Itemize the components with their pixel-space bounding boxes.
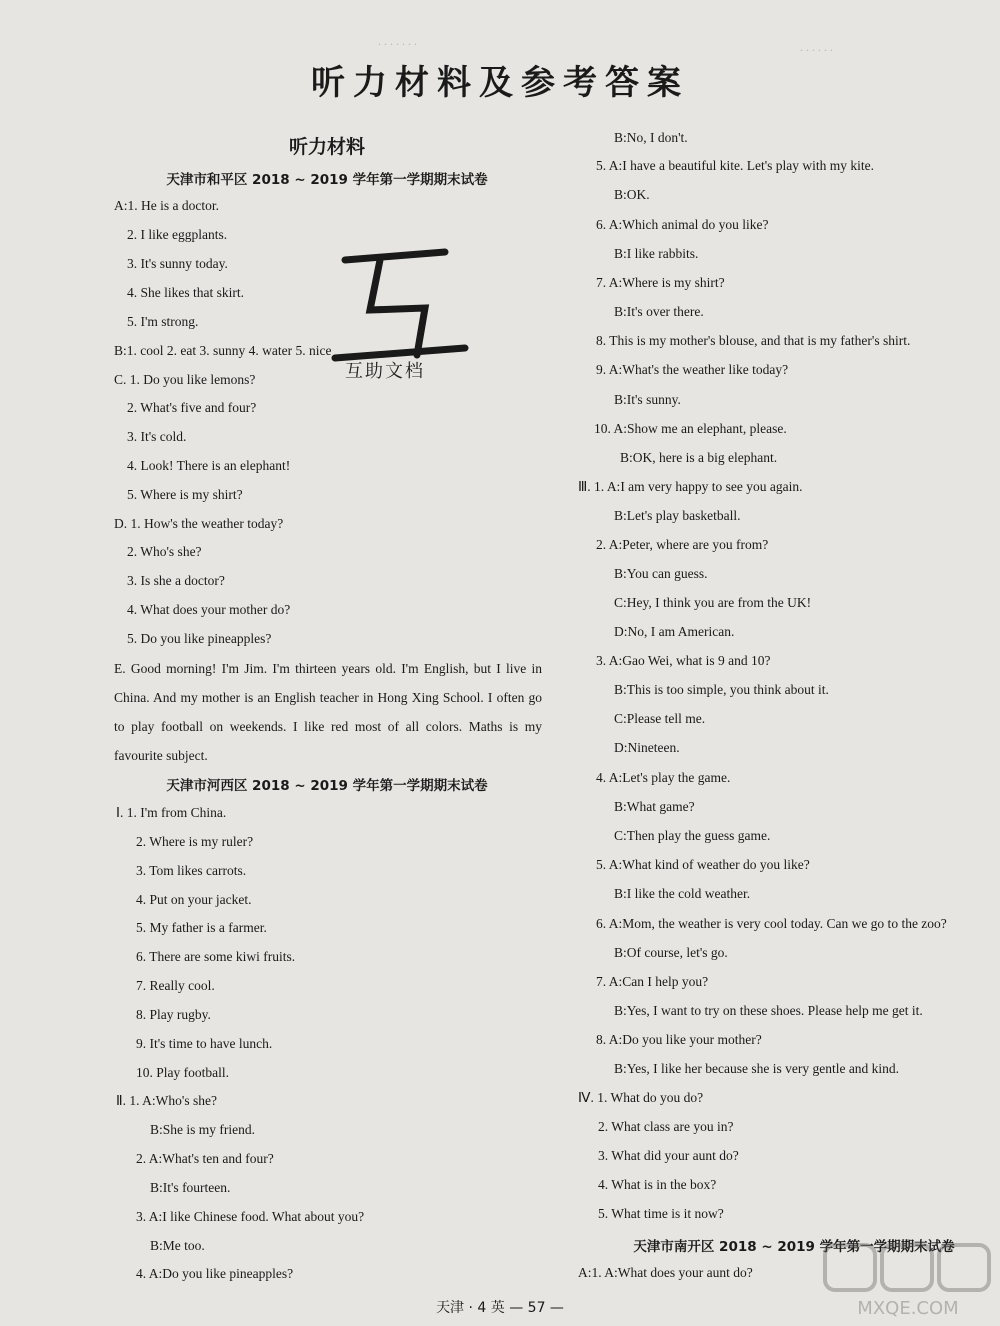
watermark-logo [820,1240,995,1320]
text-line: 7. A:Can I help you? [596,974,709,989]
text-line: 8. A:Do you like your mother? [596,1032,762,1047]
text-line: 5. Where is my shirt? [127,487,243,502]
subtitle: 听力材料 [288,136,365,158]
text-line: B:Let's play basketball. [614,508,741,523]
text-line: 4. Look! There is an elephant! [127,458,291,473]
text-line: 4. Put on your jacket. [136,892,252,907]
text-line: 2. I like eggplants. [127,227,228,242]
text-line: 5. I'm strong. [127,314,199,329]
page-title: 听力材料及参考答案 [311,63,689,103]
text-line: B:It's over there. [614,304,704,319]
text-line: B:You can guess. [614,566,708,581]
text-line: A:1. He is a doctor. [114,198,219,213]
section-heading: 天津市南开区 2018 ~ 2019 学年第一学期期末试卷 [633,1239,955,1255]
text-line: B:What game? [614,799,695,814]
text-line: 4. What does your mother do? [127,602,291,617]
text-line: 3. Is she a doctor? [127,573,225,588]
text-line: 6. A:Which animal do you like? [596,217,769,232]
text-line: B:OK, here is a big elephant. [620,450,778,465]
text-line: 4. What is in the box? [598,1177,717,1192]
text-line: 10. A:Show me an elephant, please. [594,421,787,436]
text-line: 5. My father is a farmer. [136,920,267,935]
text-line: B:Yes, I want to try on these shoes. Please help me get it. [614,1003,923,1018]
text-line: 2. Who's she? [127,544,202,559]
text-line: B:OK. [614,187,650,202]
text-line: 9. It's time to have lunch. [136,1036,273,1051]
text-line: B:Me too. [150,1238,205,1253]
text-line: D:No, I am American. [614,624,735,639]
text-line: 7. Really cool. [136,978,215,993]
text-line: 5. What time is it now? [598,1206,724,1221]
text-line: 3. It's cold. [127,429,187,444]
ghost-text: . . . . . . . [378,34,417,48]
text-line: 4. A:Do you like pineapples? [136,1266,294,1281]
text-line: B:Of course, let's go. [614,945,728,960]
text-line: 3. It's sunny today. [127,256,228,271]
text-line: 6. A:Mom, the weather is very cool today. Can we go to the zoo? [596,916,947,931]
text-line: A:1. A:What does your aunt do? [578,1265,753,1280]
text-line: B:It's sunny. [614,392,681,407]
text-line: 10. Play football. [136,1065,229,1080]
text-line: B:I like the cold weather. [614,886,751,901]
text-line: Ⅲ. 1. A:I am very happy to see you again. [578,479,803,494]
text-line: 7. A:Where is my shirt? [596,275,725,290]
text-line: Ⅱ. 1. A:Who's she? [116,1093,217,1108]
section-heading: 天津市和平区 2018 ~ 2019 学年第一学期期末试卷 [166,172,488,188]
text-line: 2. Where is my ruler? [136,834,254,849]
watermark-text: MXQE.COM [857,1298,959,1319]
text-line: 5. A:I have a beautiful kite. Let's play with my kite. [596,158,874,173]
text-line: C:Then play the guess game. [614,828,771,843]
paragraph: E. Good morning! I'm Jim. I'm thirteen years old. I'm English, but I live in China. And my mother is an English teacher in Hong Xing School. I often go to play football on weekends. I like red most of all colors. Maths is my favourite subject. [114,661,542,763]
text-line: C. 1. Do you like lemons? [114,372,256,387]
text-line: 4. A:Let's play the game. [596,770,731,785]
text-line: 2. A:Peter, where are you from? [596,537,769,552]
text-line: 3. Tom likes carrots. [136,863,247,878]
text-line: 8. This is my mother's blouse, and that is my father's shirt. [596,333,911,348]
text-line: 2. What class are you in? [598,1119,734,1134]
text-line: B:It's fourteen. [150,1180,231,1195]
section-heading: 天津市河西区 2018 ~ 2019 学年第一学期期末试卷 [166,778,488,794]
text-line: B:1. cool 2. eat 3. sunny 4. water 5. nice [114,343,332,358]
text-line: 5. Do you like pineapples? [127,631,272,646]
text-line: B:She is my friend. [150,1122,255,1137]
text-line: 3. What did your aunt do? [598,1148,739,1163]
text-line: 3. A:Gao Wei, what is 9 and 10? [596,653,771,668]
text-line: 8. Play rugby. [136,1007,211,1022]
text-line: Ⅳ. 1. What do you do? [578,1090,704,1105]
text-line: B:This is too simple, you think about it. [614,682,829,697]
text-line: C:Please tell me. [614,711,706,726]
text-line: 6. There are some kiwi fruits. [136,949,296,964]
text-line: D. 1. How's the weather today? [114,516,284,531]
text-line: B:I like rabbits. [614,246,699,261]
text-line: B:No, I don't. [614,130,688,145]
text-line: C:Hey, I think you are from the UK! [614,595,812,610]
stamp-text: 互助文档 [345,361,425,382]
text-line: 4. She likes that skirt. [127,285,244,300]
text-line: 9. A:What's the weather like today? [596,362,789,377]
text-line: 3. A:I like Chinese food. What about you? [136,1209,365,1224]
text-line: B:Yes, I like her because she is very gentle and kind. [614,1061,900,1076]
text-line: D:Nineteen. [614,740,680,755]
ghost-text: . . . . . . [800,40,833,54]
text-line: 5. A:What kind of weather do you like? [596,857,810,872]
text-line: Ⅰ. 1. I'm from China. [116,805,227,820]
page-footer: 天津 · 4 英 — 57 — [436,1300,564,1316]
text-line: 2. What's five and four? [127,400,257,415]
text-line: 2. A:What's ten and four? [136,1151,274,1166]
